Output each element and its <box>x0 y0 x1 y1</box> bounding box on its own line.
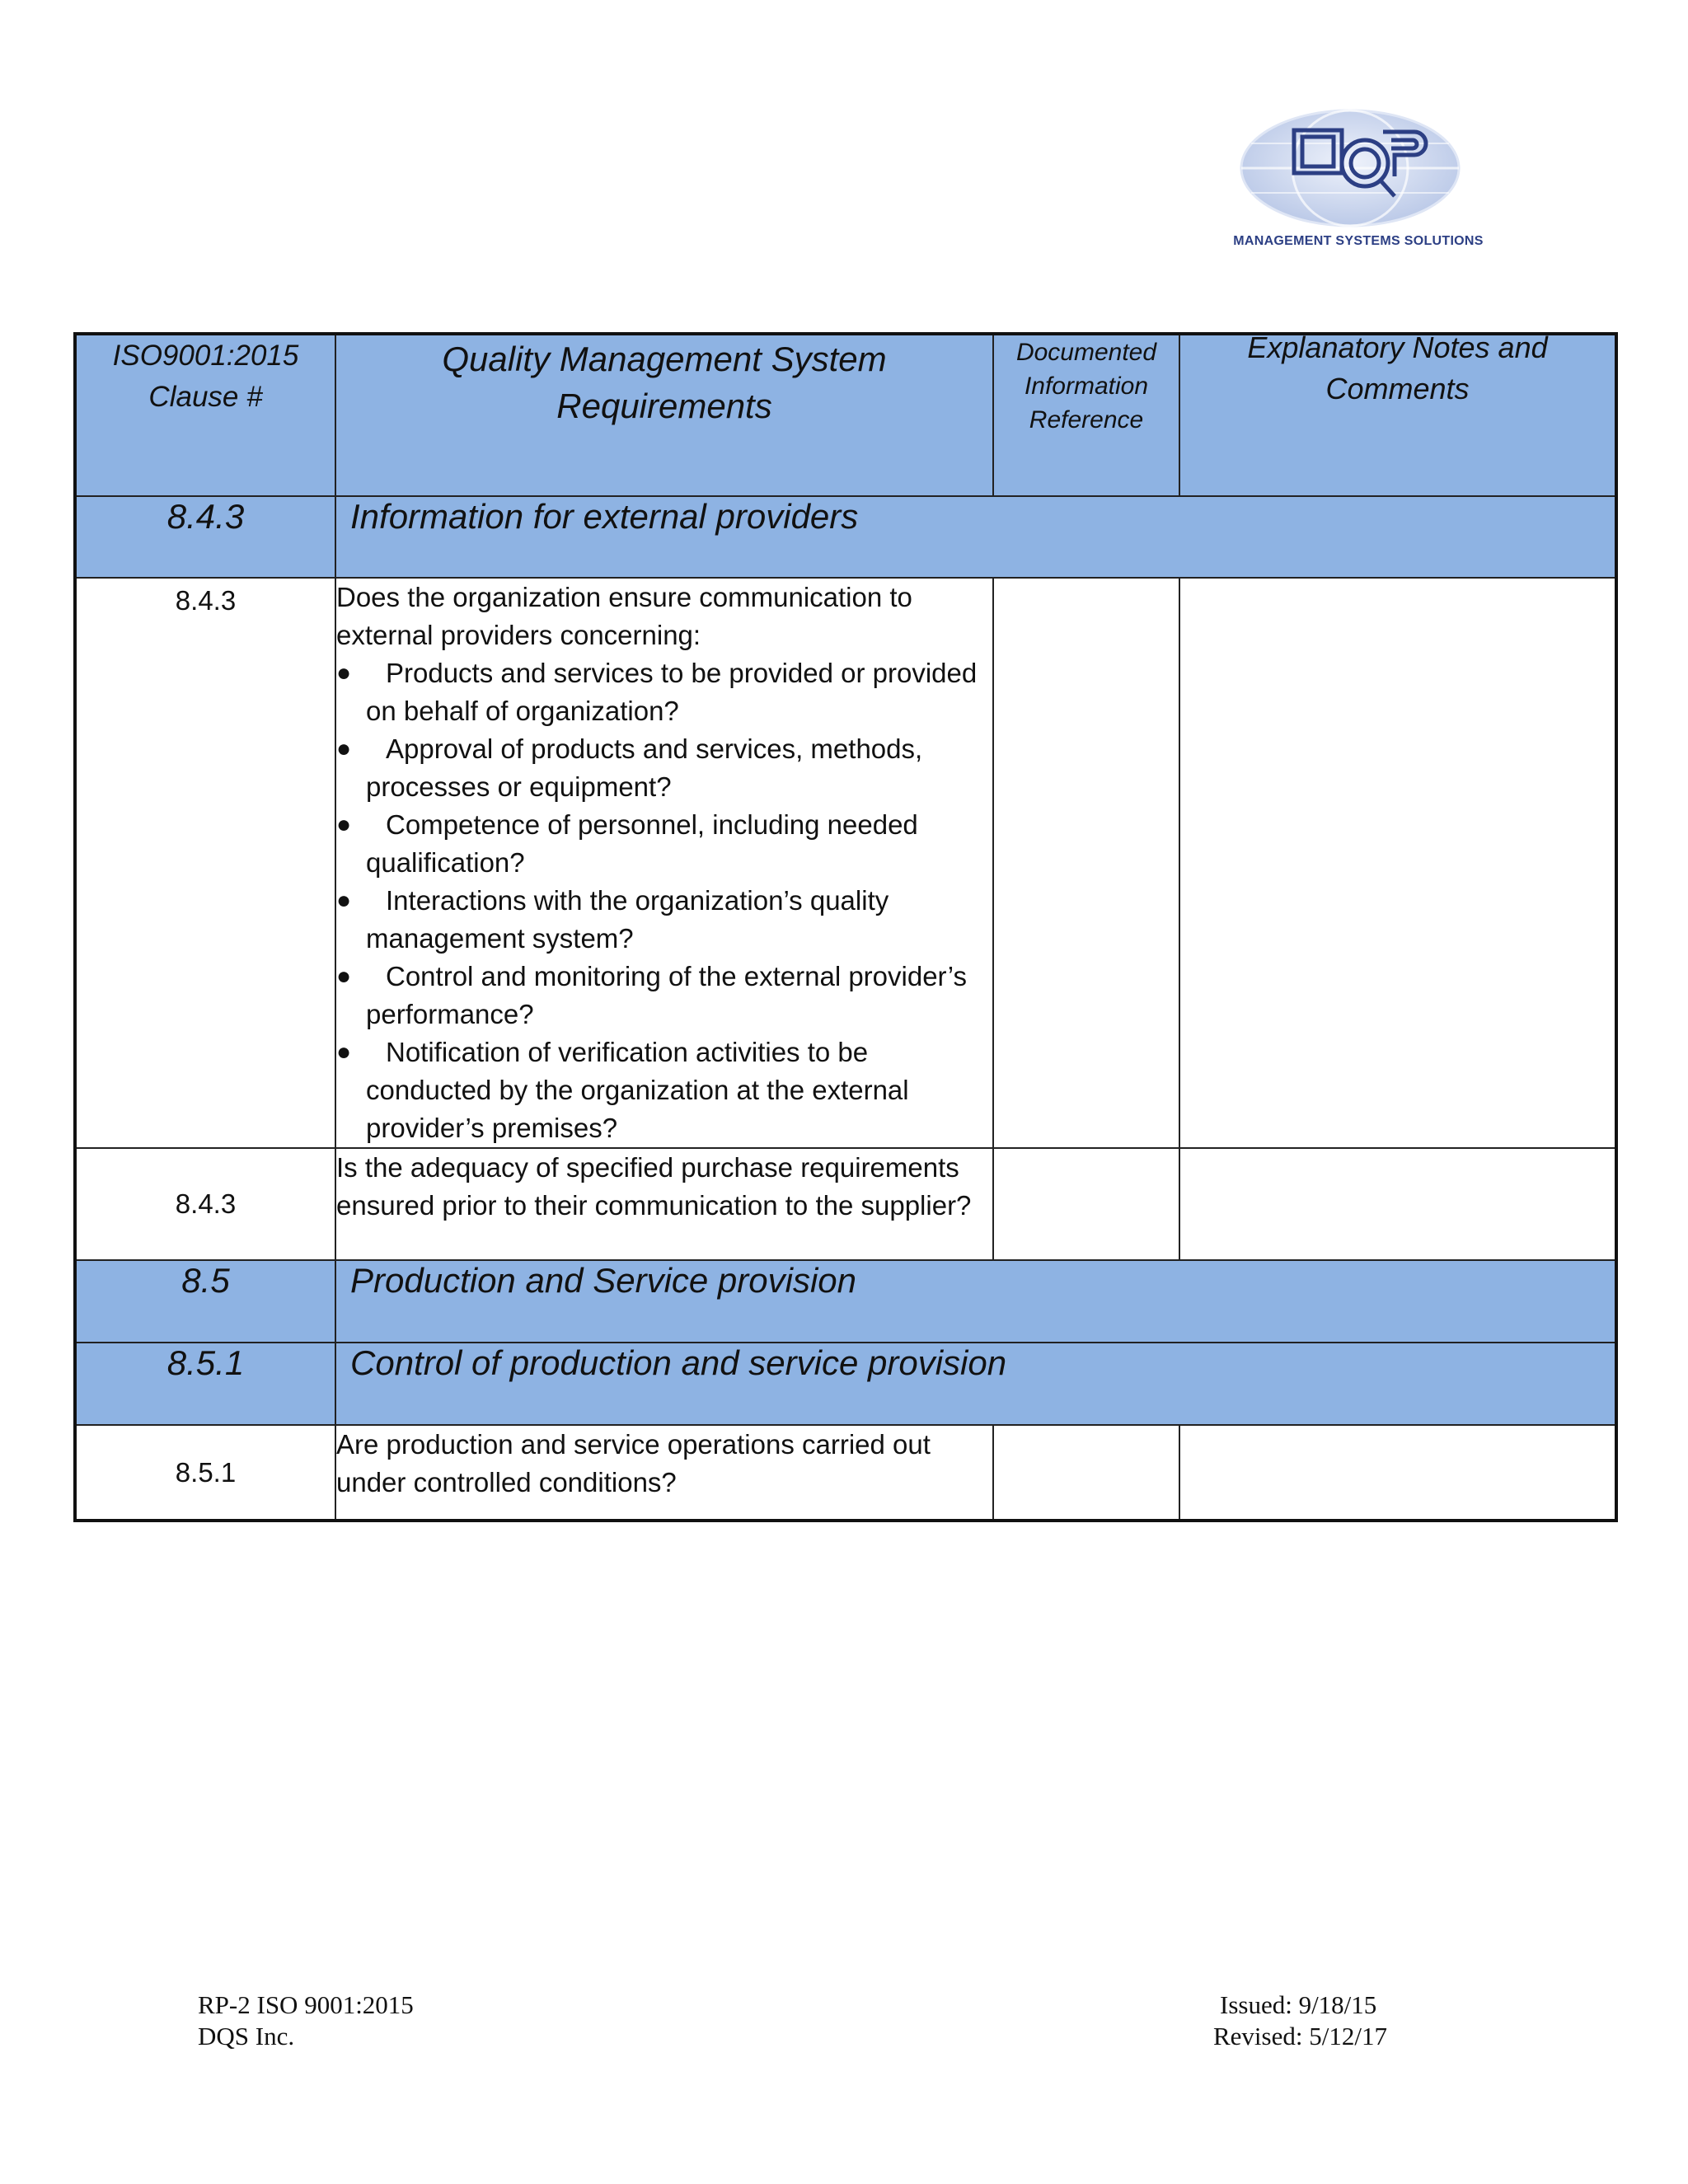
section-number: 8.4.3 <box>75 496 335 578</box>
bullet-icon: ● <box>336 811 352 838</box>
footer-issued: Issued: 9/18/15 <box>1220 1990 1377 2019</box>
notes-cell[interactable] <box>1179 1148 1616 1260</box>
requirement-cell <box>335 578 993 1148</box>
footer-company: DQS Inc. <box>198 2022 295 2050</box>
list-item: ● Approval of products and services, methods, processes or equipment? <box>336 730 992 806</box>
list-item: ● Interactions with the organization’s quality management system? <box>336 882 992 958</box>
requirements-table <box>73 332 1618 1522</box>
section-row <box>75 1260 1616 1343</box>
footer-revised: Revised: 5/12/17 <box>1213 2022 1387 2050</box>
bullet-icon: ● <box>336 963 352 990</box>
notes-cell[interactable] <box>1179 578 1616 1148</box>
section-number: 8.5 <box>75 1260 335 1343</box>
documented-reference-cell[interactable] <box>993 1148 1179 1260</box>
list-item: ● Notification of verification activities to be conducted by the organization at the external provider’s premises? <box>336 1033 992 1147</box>
header-requirements: Quality Management System Requirements <box>335 334 993 496</box>
dqs-logo <box>1226 104 1490 260</box>
bullet-icon: ● <box>336 1038 352 1066</box>
documented-reference-cell[interactable] <box>993 1425 1179 1521</box>
list-item: ● Control and monitoring of the external provider’s performance? <box>336 958 992 1033</box>
footer-doc-id: RP-2 ISO 9001:2015 <box>198 1990 414 2019</box>
section-row <box>75 496 1616 578</box>
header-notes: Explanatory Notes and Comments <box>1179 334 1616 496</box>
table-header-row <box>75 334 1616 496</box>
bullet-icon: ● <box>336 659 352 687</box>
table-row <box>75 1425 1616 1521</box>
clause-number: 8.4.3 <box>75 1148 335 1260</box>
bullet-icon: ● <box>336 887 352 914</box>
list-item: ● Products and services to be provided or provided on behalf of organization? <box>336 654 992 730</box>
header-documented: Documented Information Reference <box>993 334 1179 496</box>
section-title: Information for external providers <box>335 496 1616 578</box>
footer-right <box>1213 1990 1387 2052</box>
section-row <box>75 1343 1616 1425</box>
section-number: 8.5.1 <box>75 1343 335 1425</box>
requirement-bullet-list <box>336 654 992 1147</box>
table-row <box>75 1148 1616 1260</box>
section-title: Production and Service provision <box>335 1260 1616 1343</box>
header-clause: ISO9001:2015 Clause # <box>75 334 335 496</box>
list-item: ● Competence of personnel, including needed qualification? <box>336 806 992 882</box>
table-row <box>75 578 1616 1148</box>
requirement-question: Does the organization ensure communication to external providers concerning: <box>336 582 912 650</box>
bullet-icon: ● <box>336 735 352 762</box>
requirement-question: Is the adequacy of specified purchase requirements ensured prior to their communication to the supplier? <box>335 1148 993 1260</box>
logo-caption: MANAGEMENT SYSTEMS SOLUTIONS <box>1233 234 1484 248</box>
requirement-question: Are production and service operations carried out under controlled conditions? <box>335 1425 993 1521</box>
section-title: Control of production and service provision <box>335 1343 1616 1425</box>
globe-logo-icon <box>1226 104 1490 227</box>
clause-number: 8.4.3 <box>75 578 335 1148</box>
clause-number: 8.5.1 <box>75 1425 335 1521</box>
documented-reference-cell[interactable] <box>993 578 1179 1148</box>
footer-left <box>198 1990 414 2052</box>
notes-cell[interactable] <box>1179 1425 1616 1521</box>
